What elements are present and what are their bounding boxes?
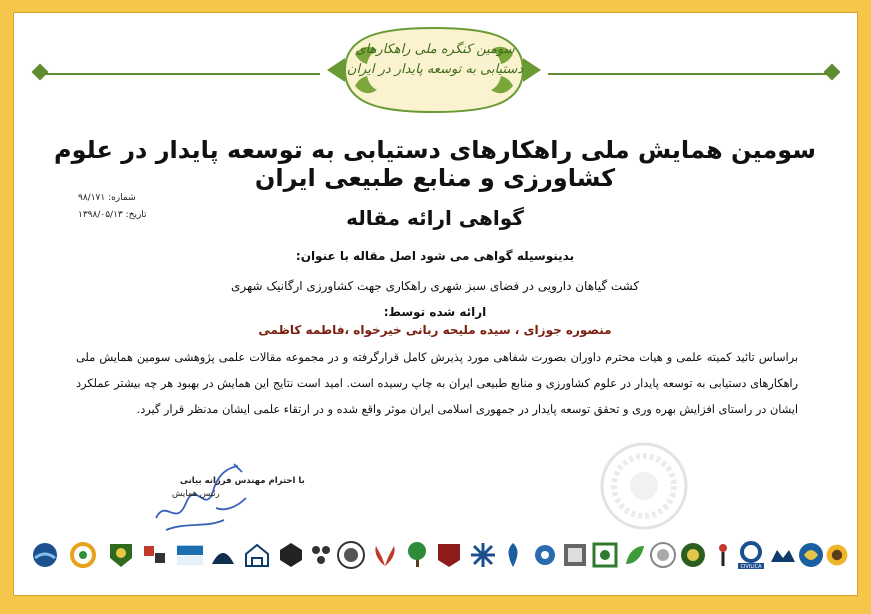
sponsor-logo-15-icon: [498, 540, 528, 570]
svg-text:CIVILICA: CIVILICA: [740, 564, 762, 570]
sponsor-logo-21-icon: [678, 540, 708, 570]
right-ornament-rule: [548, 73, 831, 75]
sponsor-logo-13-icon: [434, 540, 464, 570]
sponsor-logo-19-icon: [620, 540, 650, 570]
sponsor-logo-24-icon: [768, 540, 798, 570]
sponsor-logo-20-icon: [648, 540, 678, 570]
sponsor-logo-1-icon: [30, 540, 60, 570]
sponsor-logo-12-icon: [402, 540, 432, 570]
sponsor-logo-25-icon: [796, 540, 826, 570]
sponsor-logo-7-icon: [242, 540, 272, 570]
intro-line: بدینوسیله گواهی می شود اصل مقاله با عنوان:: [295, 249, 575, 263]
sponsor-logo-16-icon: [530, 540, 560, 570]
signer-name: با احترام مهندس فرزانه بیانی: [180, 476, 305, 486]
sponsor-logo-22-icon: [708, 540, 738, 570]
certificate-date: تاریخ: ۱۳۹۸/۰۵/۱۳: [78, 210, 147, 220]
author-names: منصوره جوزای ، سیده ملیحه ربانی خیرخواه ،فاطمه کاظمی: [258, 323, 612, 337]
certificate-number: شماره: ۹۸/۱۷۱: [78, 193, 136, 203]
sponsor-logo-17-icon: [560, 540, 590, 570]
sponsor-logos: [30, 540, 830, 576]
civilica-logo-icon: [736, 540, 766, 570]
emblem-line-2: دستیابی به توسعه پایدار در ایران: [346, 62, 524, 77]
sponsor-logo-3-icon: [106, 540, 136, 570]
emblem-line-1: سومین کنگره ملی راهکارهای: [355, 42, 515, 57]
sponsor-logo-4-icon: [140, 540, 170, 570]
sponsor-logo-9-icon: [306, 540, 336, 570]
sponsor-logo-18-icon: [590, 540, 620, 570]
emblem-calligraphy: [340, 40, 530, 80]
conference-title: سومین همایش ملی راهکارهای دستیابی به توسعه پایدار در علوم کشاورزی و منابع طبیعی ایران: [54, 136, 816, 192]
sponsor-logo-14-icon: [468, 540, 498, 570]
left-ornament-rule: [40, 73, 320, 75]
sponsor-logo-6-icon: [208, 540, 238, 570]
signer-role: رئیس همایش: [172, 489, 220, 499]
watermark-seal: [598, 440, 690, 532]
sponsor-logo-8-icon: [276, 540, 306, 570]
certificate-title: گواهی ارائه مقاله: [346, 206, 524, 230]
sponsor-logo-10-icon: [336, 540, 366, 570]
sponsor-logo-11-icon: [370, 540, 400, 570]
presented-by-label: ارائه شده توسط:: [383, 305, 487, 319]
sponsor-logo-26-icon: [824, 540, 850, 570]
sponsor-logo-2-icon: [68, 540, 98, 570]
sponsor-logo-5-icon: [176, 540, 204, 570]
paper-title: کشت گیاهان دارویی در فضای سبز شهری راهکاری جهت کشاورزی ارگانیک شهری: [230, 279, 640, 293]
certificate-body: براساس تائید کمیته علمی و هیات محترم داوران بصورت شفاهی مورد پذیرش کامل قرارگرفته و در مجموعه مقالات علمی پژوهشی سومین همایش ملی راهکارهای دستیابی به توسعه پایدار در علوم کشاورزی و منابع طبیعی ایران به چاپ رسیده است. امید است نتایج این همایش در بهبود هر چه بیشتر عملکرد ایشان در راستای افزایش بهره وری و تحقق توسعه پایدار در جمهوری اسلامی ایران موثر واقع شده و در ارتقاء علمی ایشان مدنظر قرار گیرد.: [76, 351, 798, 416]
